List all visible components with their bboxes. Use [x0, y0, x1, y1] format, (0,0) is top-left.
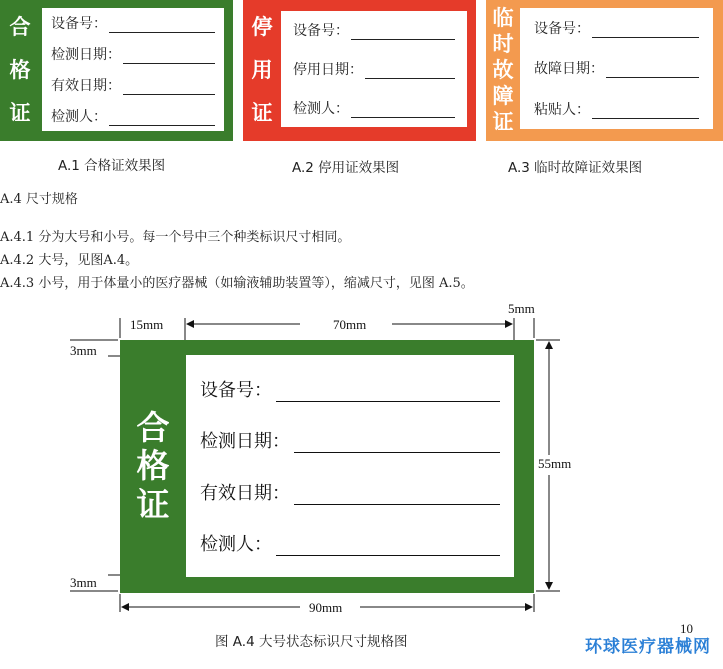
side-char: 格	[136, 446, 170, 486]
label-side-text	[120, 340, 186, 593]
form-row	[200, 479, 500, 505]
row-label: 设备号：	[200, 379, 272, 401]
side-char: 证	[251, 101, 273, 125]
dim-70mm: 70mm	[333, 317, 367, 332]
row-label: 检测人：	[293, 100, 349, 117]
form-row	[200, 530, 500, 556]
dim-15mm: 15mm	[130, 317, 164, 332]
figure-caption-a4: 图 A.4 大号状态标识尺寸规格图	[215, 634, 408, 650]
side-char: 证	[492, 109, 514, 134]
row-label: 设备号：	[534, 21, 590, 38]
row-label: 检测日期：	[51, 47, 121, 64]
row-label: 设备号：	[51, 16, 107, 33]
section-heading: A.4 尺寸规格	[0, 192, 78, 207]
row-label: 粘贴人：	[534, 101, 590, 118]
dim-3mm-bottom: 3mm	[70, 575, 97, 590]
side-char: 时	[492, 32, 514, 57]
paragraph-a41: A.4.1 分为大号和小号。每一个号中三个种类标识尺寸相同。	[0, 230, 351, 245]
paragraph-a42: A.4.2 大号，见图A.4。	[0, 253, 139, 268]
row-label: 检测人：	[200, 534, 272, 556]
side-char: 证	[136, 484, 170, 524]
dim-90mm: 90mm	[309, 600, 343, 615]
form-row	[200, 427, 500, 453]
side-char: 格	[9, 58, 31, 82]
side-char: 合	[136, 407, 170, 447]
side-char: 用	[251, 58, 273, 82]
caption-a2: A.2 停用证效果图	[292, 160, 400, 176]
row-label: 有效日期：	[51, 77, 121, 94]
row-label: 有效日期：	[200, 482, 290, 504]
row-label: 检测日期：	[200, 431, 290, 453]
fill-line	[294, 486, 500, 505]
large-qualified-label	[120, 340, 534, 593]
row-label: 设备号：	[293, 23, 349, 40]
row-label: 停用日期：	[293, 61, 363, 78]
side-char: 障	[492, 83, 514, 108]
side-char: 故	[492, 57, 514, 82]
label-form	[186, 355, 514, 577]
dim-55mm: 55mm	[538, 456, 572, 471]
fill-line	[276, 537, 500, 556]
side-char: 临	[492, 6, 514, 31]
fill-line	[294, 434, 500, 453]
fill-line	[276, 383, 500, 402]
caption-a1: A.1 合格证效果图	[58, 158, 166, 174]
row-label: 故障日期：	[534, 61, 604, 78]
side-char: 合	[9, 15, 31, 39]
dim-3mm-top: 3mm	[70, 343, 97, 358]
watermark: 环球医疗器械网	[585, 637, 711, 657]
caption-a3: A.3 临时故障证效果图	[508, 160, 643, 176]
form-row	[200, 376, 500, 402]
page-number: 10	[680, 621, 693, 636]
side-char: 停	[251, 15, 273, 39]
dim-5mm: 5mm	[508, 301, 535, 316]
row-label: 检测人：	[51, 108, 107, 125]
side-char: 证	[9, 101, 31, 125]
paragraph-a43: A.4.3 小号，用于体量小的医疗器械（如输液辅助装置等），缩减尺寸，见图 A.5。	[0, 276, 474, 291]
